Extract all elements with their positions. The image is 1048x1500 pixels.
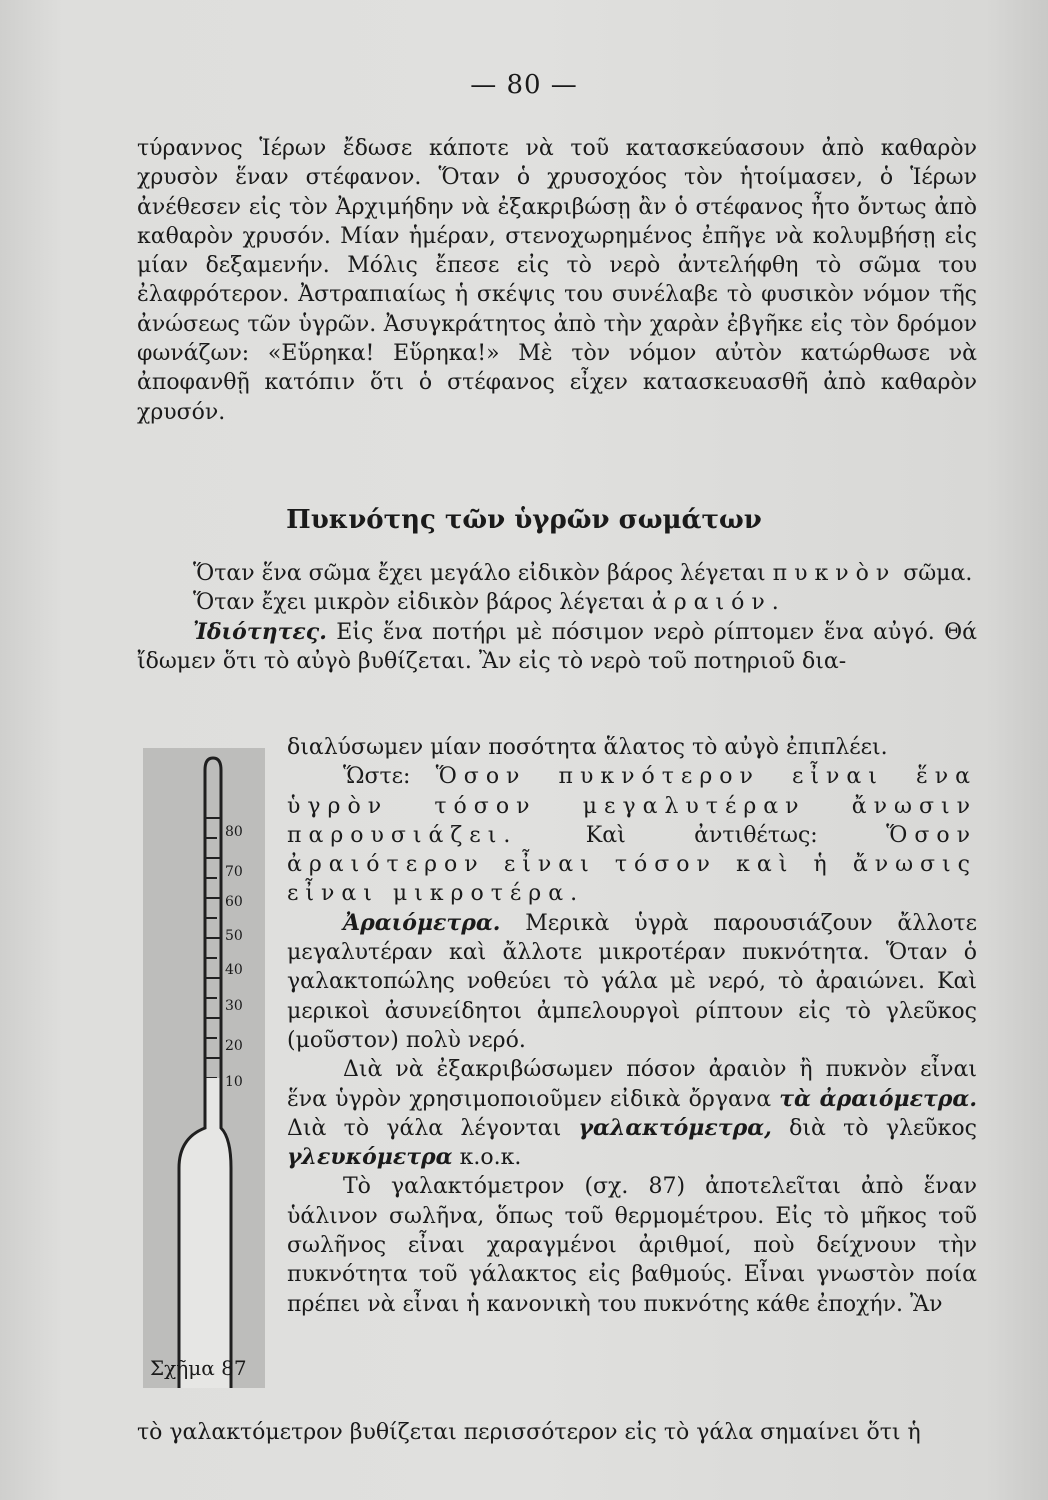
galactometer-figure: [143, 748, 265, 1388]
sparse-definition: [137, 588, 977, 617]
properties-label: Ἰδιότητες.: [193, 618, 327, 645]
galactometer-scale: [143, 748, 265, 1388]
scale-50: 50: [225, 928, 243, 944]
sparse-pre: Ὅταν ἔχει μικρὸν εἰδικὸν βάρος λέγεται: [193, 590, 645, 616]
instruments-term-areometers: τὰ ἀραιόμετρα.: [779, 1085, 977, 1112]
instruments-mid: Διὰ τὸ γάλα λέγονται: [287, 1115, 562, 1141]
instruments-mid2: διὰ τὸ γλεῦκος: [789, 1115, 977, 1141]
galactometer-paragraph: Τὸ γαλακτόμετρον (σχ. 87) ἀποτελεῖται ἀπὸ ἕναν ὑάλινον σωλῆνα, ὅπως τοῦ θερμομέτρου. Εἰς τὸ μῆκος τοῦ σωλῆνος εἶναι χαραγμένοι ἀριθμοί, ποὺ δείχνουν τὴν πυκνότητα τοῦ γάλακτος εἰς βαθμούς. Εἶναι γνωστὸν ποία πρέπει νὰ εἶναι ἡ κανονικὴ του πυκνότης κάθε ἐποχήν. Ἂν: [287, 1174, 977, 1317]
figure-caption: Σχῆμα 87: [150, 1356, 247, 1380]
rule-prefix: Ὥστε:: [343, 764, 411, 790]
scale-30: 30: [225, 998, 243, 1014]
instruments-term-gleucometers: γλευκόμετρα: [287, 1144, 453, 1171]
page-number: — 80 —: [470, 70, 578, 100]
sparse-term: ἀραιόν.: [651, 590, 786, 616]
section-heading: Πυκνότης τῶν ὑγρῶν σωμάτων: [286, 505, 762, 535]
areometers-label: Ἀραιόμετρα.: [343, 909, 501, 936]
scale-60: 60: [225, 894, 243, 910]
rule-part1: Ὅσον πυκνότερον εἶναι ἕνα ὑγρὸν τόσον μεγαλυτέραν ἄνωσιν παρουσιάζει.: [287, 764, 978, 848]
rule-paragraph: [287, 762, 977, 908]
rule-part2: Ὅσον ἀραιότερον εἶναι τόσον καὶ ἡ ἄνωσις εἶναι μικροτέρα.: [287, 822, 977, 907]
dense-definition: [137, 559, 977, 588]
properties-text: Εἰς ἕνα ποτήρι μὲ πόσιμον νερὸ ρίπτομεν ἕνα αὐγό. Θά ἴδωμεν ὅτι τὸ αὐγὸ βυθίζεται. Ἂν εἰς τὸ νερὸ τοῦ ποτηριοῦ δια-: [137, 619, 978, 674]
dense-pre: Ὅταν ἕνα σῶμα ἔχει μεγάλο εἰδικὸν βάρος λέγεται: [193, 561, 766, 586]
areometers-paragraph: [287, 909, 977, 1055]
definitions-block: [137, 559, 977, 676]
properties-paragraph: [137, 618, 977, 677]
intro-text: τύραννος Ἱέρων ἔδωσε κάποτε νὰ τοῦ κατασκεύασουν ἀπὸ καθαρὸν χρυσὸν ἕναν στέφανον. Ὅταν ὁ χρυσοχόος τὸν ἡτοίμασεν, ὁ Ἱέρων ἀνέθεσεν εἰς τὸν Ἀρχιμήδην νὰ ἐξακριβώσῃ ἂν ὁ στέφανος ἦτο ὄντως ἀπὸ καθαρὸν χρυσόν. Μίαν ἡμέραν, στενοχωρημένος ἐπῆγε νὰ κολυμβήσῃ εἰς μίαν δεξαμενήν. Μόλις ἔπεσε εἰς τὸ νερὸ ἀντελήφθη τὸ σῶμα του ἐλαφρότερον. Ἀστραπιαίως ἡ σκέψις του συνέλαβε τὸ φυσικὸν νόμον τῆς ἀνώσεως τῶν ὑγρῶν. Ἀσυγκράτητος ἀπὸ τὴν χαρὰν ἐβγῆκε εἰς τὸν δρόμον φωνάζων: «Εὕρηκα! Εὕρηκα!» Μὲ τὸν νόμον αὐτὸν κατώρθωσε νὰ ἀποφανθῇ κατόπιν ὅτι ὁ στέφανος εἶχεν κατασκευασθῆ ἀπὸ καθαρὸν χρυσόν.: [137, 136, 977, 425]
scale-80: 80: [225, 824, 243, 840]
scale-40: 40: [225, 962, 243, 978]
intro-paragraph: [137, 134, 977, 427]
instruments-term-galactometers: γαλακτόμετρα,: [578, 1114, 772, 1141]
areometers-text: Μερικὰ ὑγρὰ παρουσιάζουν ἄλλοτε μεγαλυτέραν καὶ ἄλλοτε μικροτέραν πυκνότητα. Ὅταν ὁ γαλακτοπώλης νοθεύει τὸ γάλα μὲ νερό, τὸ ἀραιώνει. Καὶ μερικοὶ ἀσυνείδητοι ἀμπελουργοὶ ρίπτουν εἰς τὸ γλεῦκος (μοῦστον) πολὺ νερό.: [287, 910, 977, 1053]
galactometer-last-line: τὸ γαλακτόμετρον βυθίζεται περισσότερον εἰς τὸ γάλα σημαίνει ὅτι ἡ: [137, 1420, 921, 1445]
rule-middle: Καὶ ἀντιθέτως:: [585, 822, 818, 848]
instruments-paragraph: [287, 1055, 977, 1172]
right-column-text: [287, 733, 977, 1319]
scale-10: 10: [225, 1074, 243, 1090]
scale-20: 20: [225, 1038, 243, 1054]
dense-post: σῶμα.: [903, 561, 973, 586]
instruments-pre: Διὰ νὰ ἐξακριβώσωμεν πόσον ἀραιὸν ἢ πυκνὸν εἶναι ἕνα ὑγρὸν χρησιμοποιοῦμεν εἰδικὰ ὄργανα: [287, 1057, 977, 1112]
final-line: [137, 1418, 977, 1447]
properties-continuation: διαλύσωμεν μίαν ποσότητα ἅλατος τὸ αὐγὸ ἐπιπλέει.: [287, 735, 888, 760]
instruments-post: κ.ο.κ.: [459, 1145, 522, 1171]
scale-70: 70: [225, 864, 243, 880]
dense-term: πυκνὸν: [772, 561, 897, 586]
